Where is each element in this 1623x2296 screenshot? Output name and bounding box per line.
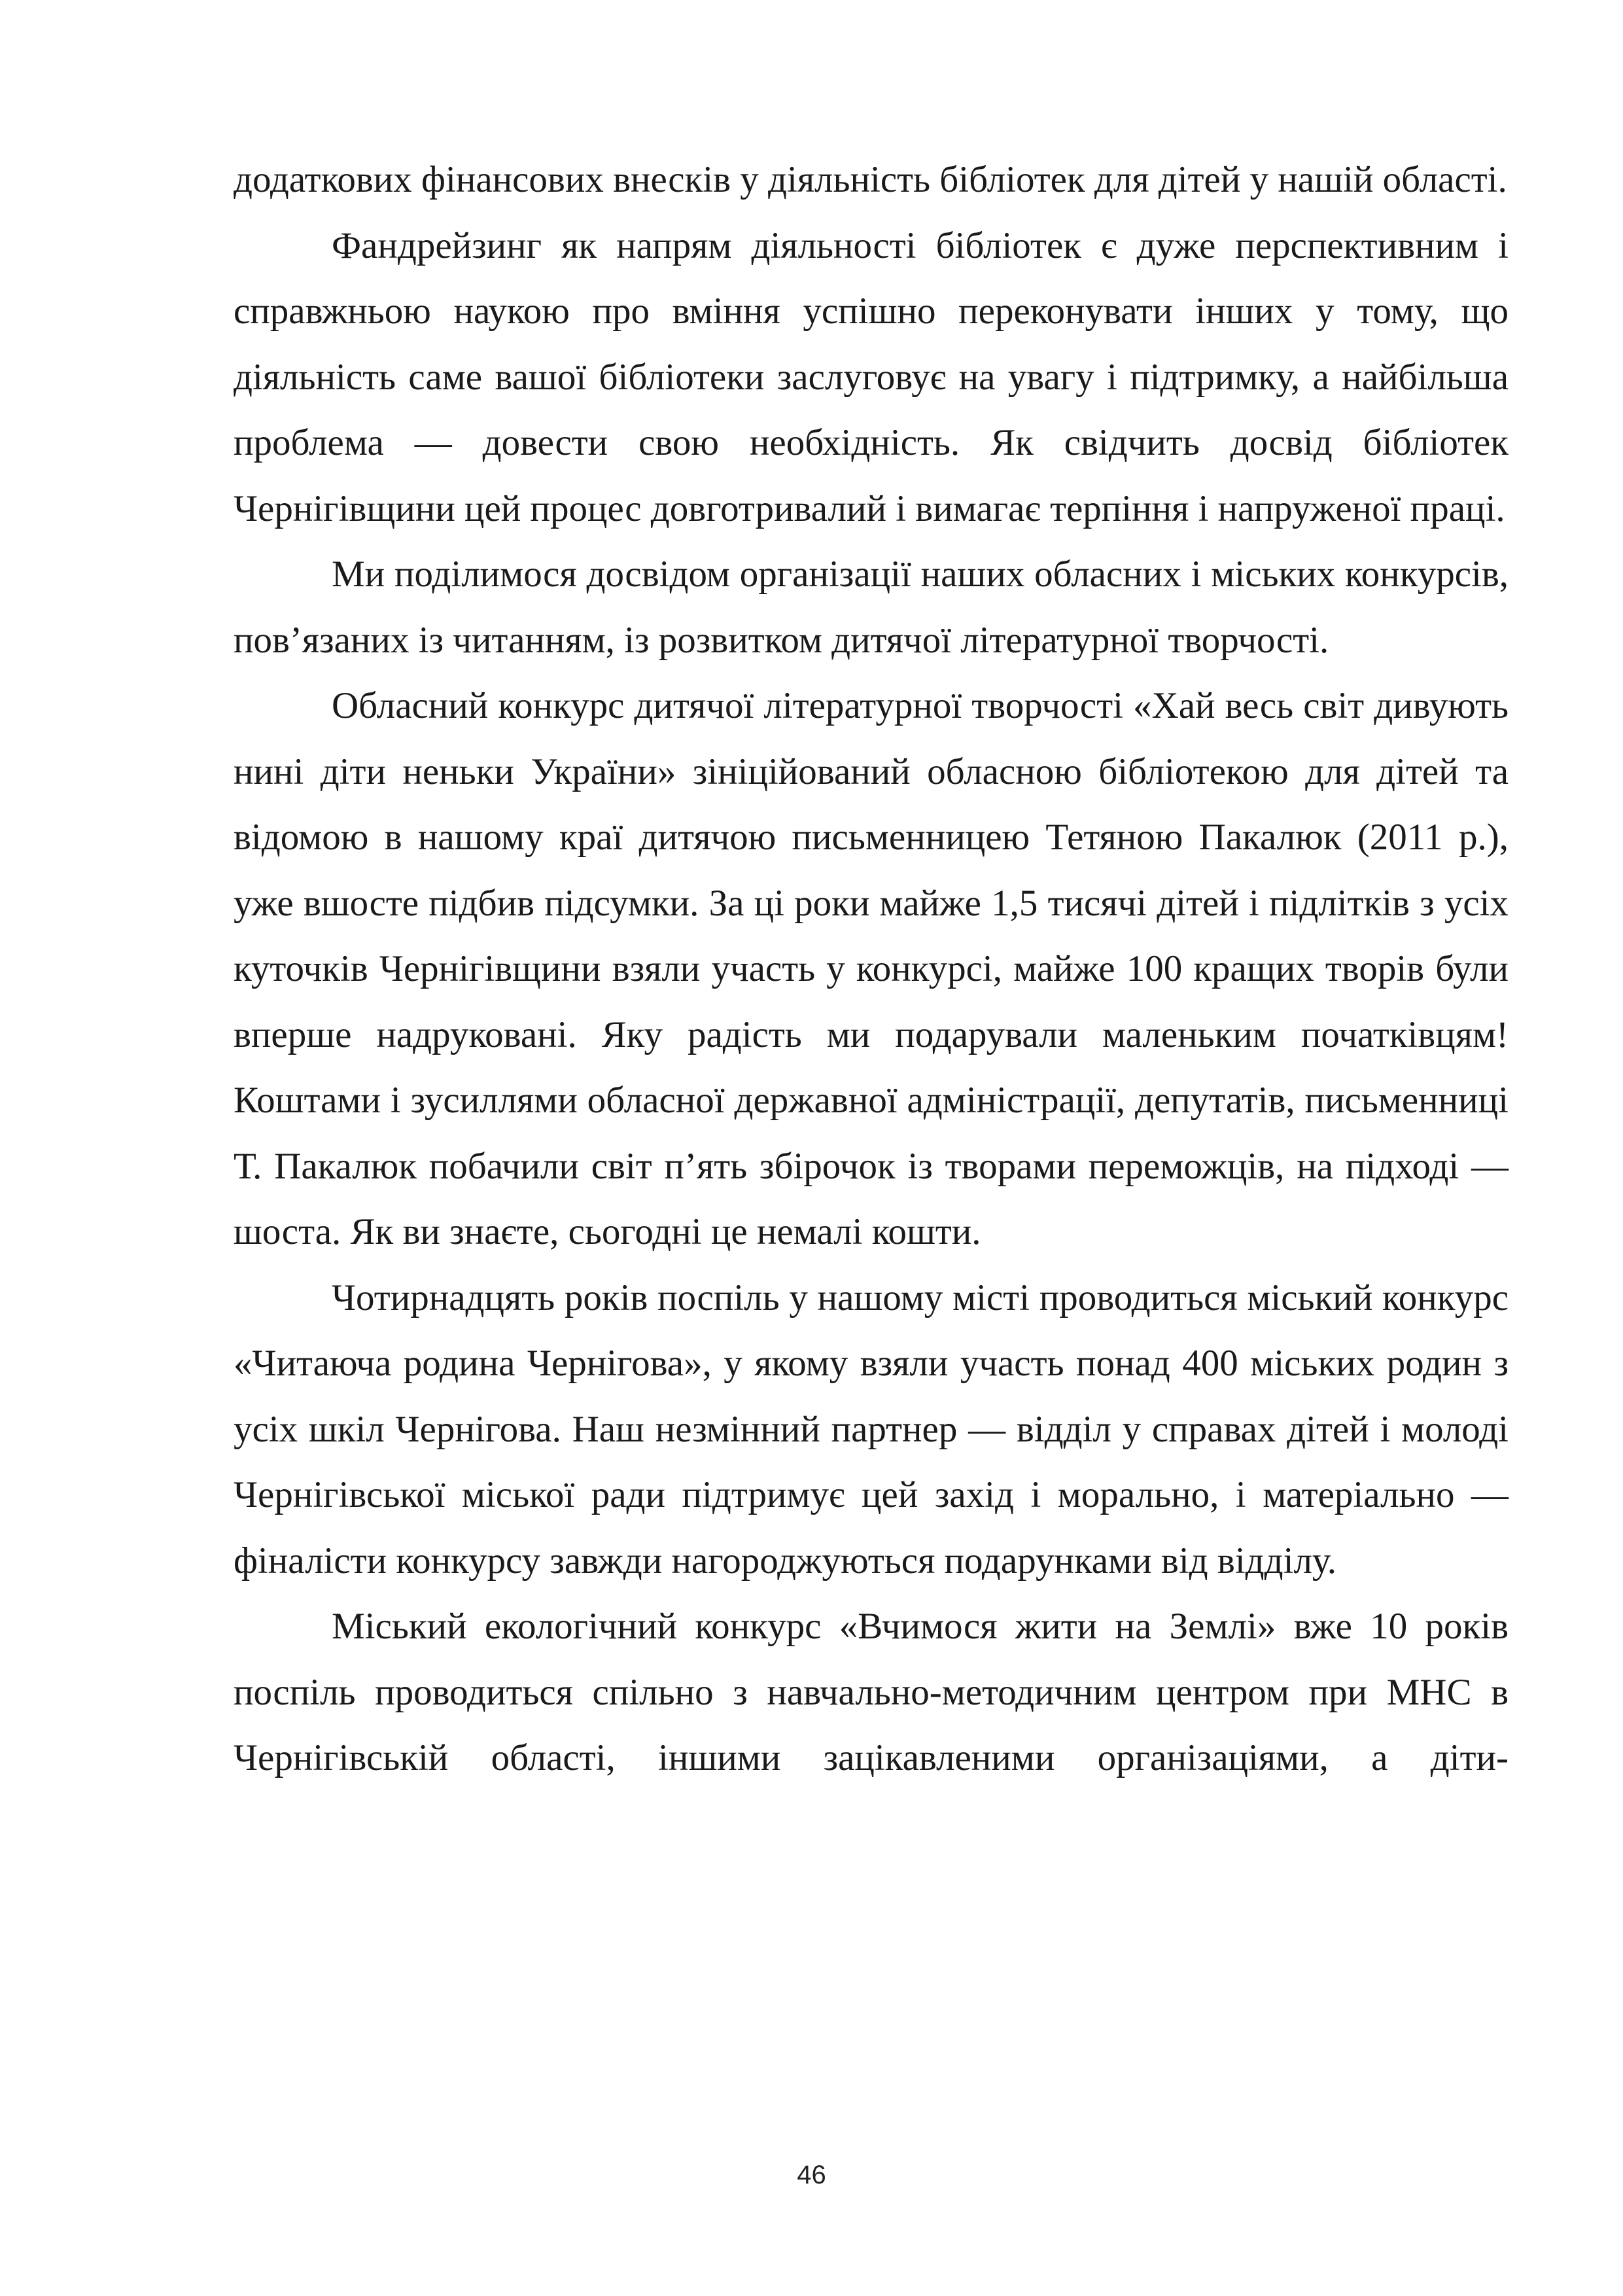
paragraph-6: Міський екологічний конкурс «Вчимося жити на Землі» вже 10 років поспіль проводиться спільно з навчально-методичним центром при МНС в Чернігівській області, іншими зацікавленими організаціями, а діти- [234,1606,1509,1778]
document-body [234,147,1509,1792]
paragraph-2: Фандрейзинг як напрям діяльності бібліотек є дуже перспективним і справжньою наукою про вміння успішно переконувати інших у тому, що діяльність саме вашої бібліотеки заслуговує на увагу і підтримку, а найбільша проблема — довести свою необхідність. Як свідчить досвід бібліотек Чернігівщини цей процес довготривалий і вимагає терпіння і напруженої праці. [234,224,1509,529]
paragraph-3: Ми поділимося досвідом організації наших обласних і міських конкурсів, пов’язаних із читанням, із розвитком дитячої літературної творчості. [234,554,1509,661]
paragraph-1: додаткових фінансових внесків у діяльність бібліотек для дітей у нашій області. [234,159,1507,200]
paragraph-4: Обласний конкурс дитячої літературної творчості «Хай весь світ дивують нині діти неньки України» зініційований обласною бібліотекою для дітей та відомою в нашому краї дитячою письменницею Тетяною Пакалюк (2011 р.), уже вшосте підбив підсумки. За ці роки майже 1,5 тисячі дітей і підлітків з усіх куточків Чернігівщини взяли участь у конкурсі, майже 100 кращих творів були вперше надруковані. Яку радість ми подарували маленьким початківцям! Коштами і зусиллями обласної державної адміністрації, депутатів, письменниці Т. Пакалюк побачили світ п’ять збірочок із творами переможців, на підході — шоста. Як ви знаєте, сьогодні це немалі кошти. [234,685,1509,1252]
paragraph-5: Чотирнадцять років поспіль у нашому місті проводиться міський конкурс «Читаюча родина Чернігова», у якому взяли участь понад 400 міських родин з усіх шкіл Чернігова. Наш незмінний партнер — відділ у справах дітей і молоді Чернігівської міської ради підтримує цей захід і морально, і матеріально — фіналісти конкурсу завжди нагороджуються подарунками від відділу. [234,1277,1509,1581]
page-number: 46 [797,2161,826,2189]
